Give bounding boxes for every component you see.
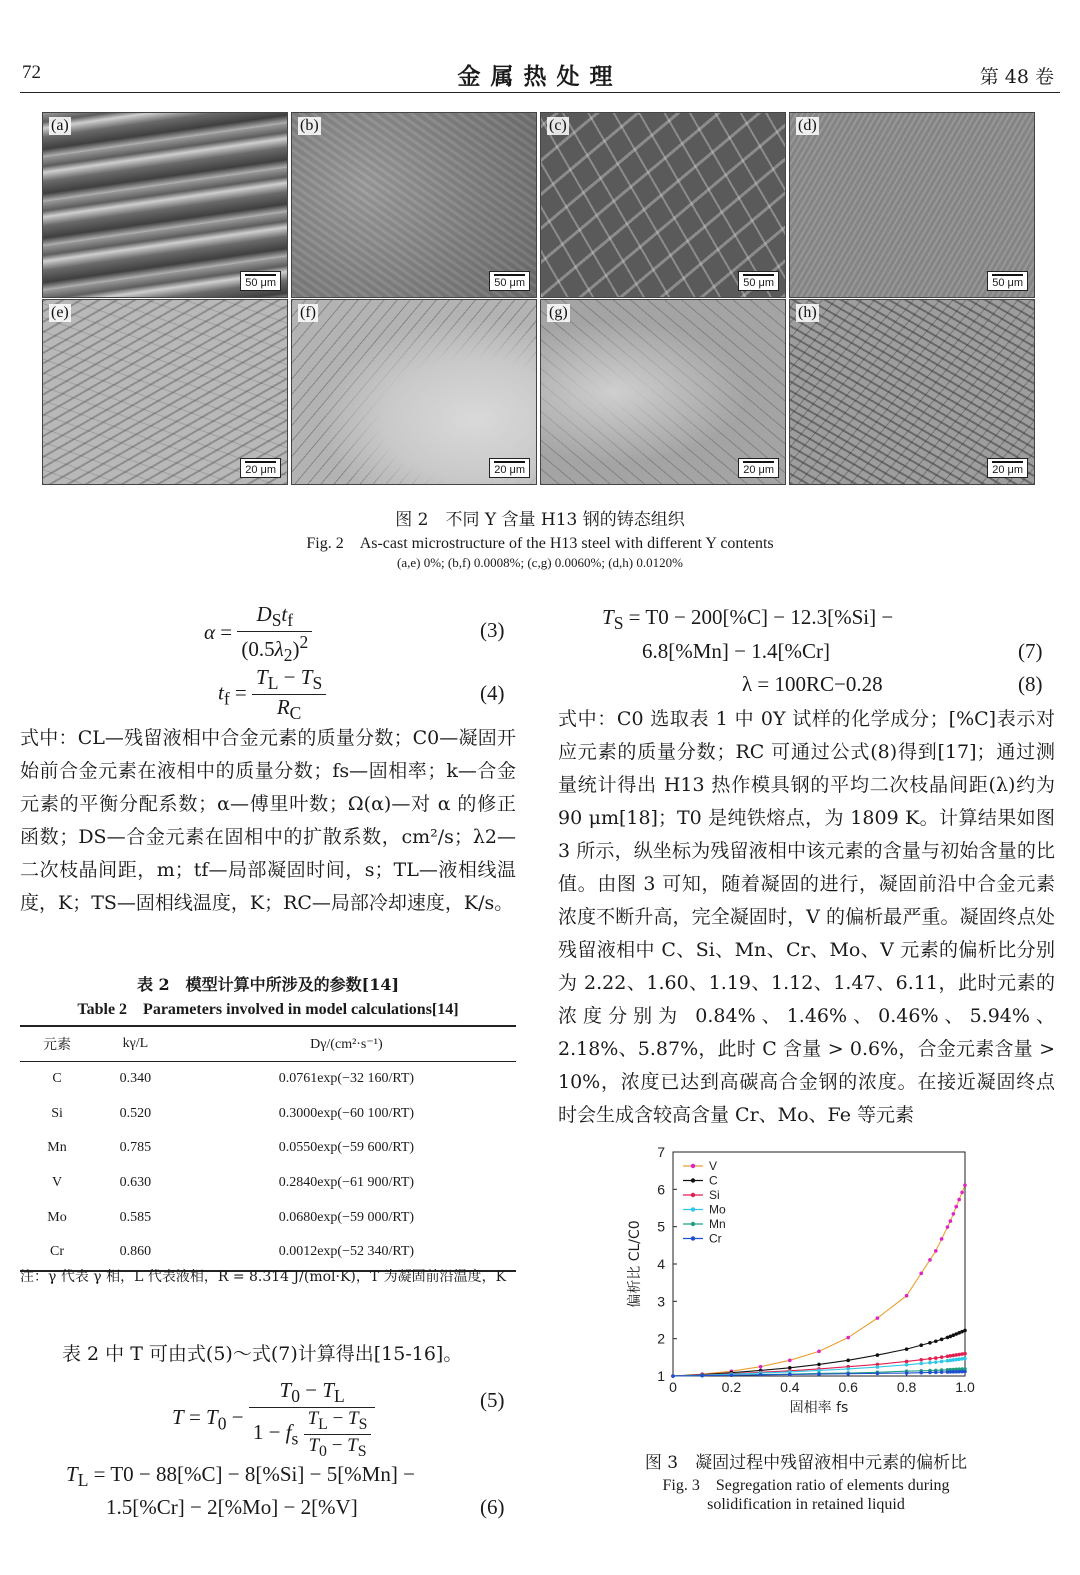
data-point-si <box>919 1358 923 1362</box>
table-cell: 0.340 <box>119 1071 152 1087</box>
table-cell: 0.3000exp(−60 100/RT) <box>278 1105 415 1121</box>
data-point-cr <box>788 1373 792 1377</box>
figure-2-caption-en: Fig. 2 As-cast microstructure of the H13 steel with different Y contents <box>306 535 774 552</box>
legend-label: Mo <box>709 1202 726 1217</box>
table-cell: 0.2840exp(−61 900/RT) <box>278 1175 415 1191</box>
data-point-c <box>928 1341 932 1345</box>
data-point-v <box>905 1294 909 1298</box>
data-point-mo <box>905 1363 909 1367</box>
legend-marker <box>691 1193 695 1197</box>
data-point-si <box>940 1355 944 1359</box>
equation-5-number: (5) <box>480 1388 505 1412</box>
data-point-mo <box>934 1360 938 1364</box>
figure-3-caption-en-2: solidification in retained liquid <box>707 1496 905 1513</box>
table-header: kγ/L <box>94 1026 177 1062</box>
equation-6-text-1: = T0 − 88[%C] − 8[%Si] − 5[%Mn] − <box>93 1462 415 1486</box>
data-point-v <box>960 1191 964 1195</box>
data-point-c <box>919 1343 923 1347</box>
data-point-si <box>963 1352 967 1356</box>
data-point-si <box>934 1356 938 1360</box>
data-point-cr <box>905 1371 909 1375</box>
table-2-title-en: Table 2 Parameters involved in model calculations[14] <box>77 1001 459 1018</box>
table-row <box>20 1097 516 1132</box>
legend-label: C <box>709 1173 718 1188</box>
data-point-cr <box>963 1370 967 1374</box>
equation-7-number: (7) <box>1018 639 1043 663</box>
x-axis-label: 固相率 fs <box>789 1400 849 1416</box>
micrograph-g <box>540 299 786 485</box>
equation-6-line-1: $T_L = T0 - 88[\%C] - 8[\%Si] - 5[\%Mn]$ − <box>66 1462 415 1491</box>
table-cell: 0.785 <box>119 1140 152 1156</box>
panel-label: (g) <box>549 304 568 321</box>
table-cell: 0.0012exp(−52 340/RT) <box>177 1235 516 1271</box>
data-point-c <box>846 1359 850 1363</box>
equation-4-number: (4) <box>480 681 505 705</box>
data-point-v <box>954 1205 958 1209</box>
scale-bar: 50 μm <box>489 271 530 291</box>
data-point-cr <box>817 1372 821 1376</box>
table-cell: 0.0550exp(−59 600/RT) <box>278 1140 415 1156</box>
data-point-c <box>876 1353 880 1357</box>
scale-bar: 50 μm <box>987 271 1028 291</box>
table-header: Dγ/(cm²·s⁻¹) <box>177 1026 516 1062</box>
data-point-v <box>817 1350 821 1354</box>
table-cell: 0.0761exp(−32 160/RT) <box>278 1071 415 1087</box>
equation-3-number: (3) <box>480 618 505 642</box>
x-tick-label: 0.2 <box>721 1379 742 1395</box>
micrograph-b <box>291 112 537 298</box>
y-tick-label: 4 <box>657 1256 665 1272</box>
legend-label: Si <box>709 1188 720 1202</box>
table-cell: 0.0680exp(−59 000/RT) <box>278 1209 415 1225</box>
table-2-title-cn: 表 2 模型计算中所涉及的参数[14] <box>136 975 400 994</box>
x-tick-label: 0.8 <box>896 1379 917 1395</box>
data-point-cr <box>934 1370 938 1374</box>
equation-7-line-2: 6.8[%Mn] − 1.4[%Cr] <box>642 639 830 663</box>
data-point-v <box>846 1336 850 1340</box>
page-number: 72 <box>22 62 41 83</box>
legend-marker <box>691 1178 695 1182</box>
data-point-c <box>963 1329 967 1333</box>
table-cell: Cr <box>20 1235 94 1271</box>
data-point-mo <box>940 1360 944 1364</box>
figure-3-caption-cn: 图 3 凝固过程中残留液相中元素的偏析比 <box>644 1453 968 1473</box>
data-point-c <box>940 1338 944 1342</box>
data-point-cr <box>759 1373 763 1377</box>
data-point-v <box>940 1237 944 1241</box>
data-point-cr <box>700 1374 704 1378</box>
equation-5: $T = T_0$ − $T_0 - T_L$ $1 - f_s$ $\frac{T_L - T_S}{T_0 - T_S}$ <box>172 1378 375 1461</box>
equation-7-text-1: = T0 − 200[%C] − 12.3[%Si] − <box>628 605 894 629</box>
figure-2-caption-sub: (a,e) 0%; (b,f) 0.0008%; (c,g) 0.0060%; (d,h) 0.0120% <box>397 555 683 570</box>
data-point-v <box>934 1249 938 1253</box>
volume-label: 第 48 卷 <box>979 66 1054 88</box>
panel-label: (d) <box>798 117 817 134</box>
panel-label: (h) <box>798 304 817 321</box>
equation-7-line-1: $T_S = T0 - 200[\%C] - 12.3[\%Si]$ − <box>602 605 894 634</box>
right-paragraph-1: 式中：C0 选取表 1 中 0Y 试样的化学成分；[%C]表示对应元素的质量分数；RC 可通过公式(8)得到[17]；通过测量统计得出 H13 热作模具钢的平均二次枝晶间距(λ)约为 90 μm[18]；T0 是纯铁熔点，为 1809 K。计算结果如图 3 所示，纵坐标为残留液相中该元素的含量与初始含量的比值。由图 3 可知，随着凝固的进行，凝固前沿中合金元素浓度不断升高，完全凝固时，V 的偏析最严重。凝固终点处残留液相中 C、Si、Mn、Cr、Mo、V 元素的偏析比分别为 2.22、1.60、1.19、1.12、1.47、6.11，此时元素的浓度分别为 0.84%、1.46%、0.46%、5.94%、2.18%、5.87%，此时 C 含量 > 0.6%，合金元素含量 > 10%，浓度已达到高碳高合金钢的浓度。在接近凝固终点时会生成含较高含量 Cr、Mo、Fe 等元素 <box>558 708 1055 1126</box>
y-tick-label: 3 <box>657 1293 665 1310</box>
panel-label: (e) <box>51 304 69 321</box>
data-point-cr <box>671 1374 675 1378</box>
scale-bar: 50 μm <box>240 271 281 291</box>
data-point-v <box>928 1258 932 1262</box>
data-point-c <box>817 1363 821 1367</box>
legend-marker <box>691 1222 695 1226</box>
table-cell: V <box>51 1175 63 1191</box>
figure-2-caption-cn: 图 2 不同 Y 含量 H13 钢的铸态组织 <box>395 510 685 530</box>
data-point-cr <box>846 1372 850 1376</box>
y-tick-label: 5 <box>657 1218 665 1235</box>
x-tick-label: 0.6 <box>838 1379 858 1395</box>
left-paragraph-2: 表 2 中 T 可由式(5)～式(7)计算得出[15-16]。 <box>62 1343 463 1365</box>
equation-8-number: (8) <box>1018 672 1043 696</box>
y-tick-label: 2 <box>657 1330 665 1347</box>
data-point-v <box>919 1272 923 1276</box>
table-row <box>20 1062 516 1097</box>
table-cell: 0.585 <box>119 1209 152 1225</box>
data-point-cr <box>940 1370 944 1374</box>
data-point-mo <box>876 1365 880 1369</box>
legend-label: V <box>709 1159 718 1173</box>
micrograph-e <box>42 299 288 485</box>
data-point-v <box>952 1212 956 1216</box>
y-tick-label: 6 <box>657 1181 665 1198</box>
legend-label: Cr <box>709 1231 722 1246</box>
figure-3-chart <box>600 1140 1020 1440</box>
micrograph-h <box>789 299 1035 485</box>
table-cell: 0.860 <box>94 1235 177 1271</box>
data-point-v <box>876 1316 880 1320</box>
micrograph-c <box>540 112 786 298</box>
y-tick-label: 1 <box>657 1368 665 1384</box>
data-point-mo <box>928 1361 932 1365</box>
equation-6-line-2: 1.5[%Cr] − 2[%Mo] − 2[%V] <box>106 1495 358 1519</box>
table-2-note: 注：γ 代表 γ 相，L 代表液相，R = 8.314 J/(mol·K)，T 为凝固前沿温度，K <box>20 1269 507 1285</box>
scale-bar: 20 μm <box>987 458 1028 478</box>
data-point-cr <box>730 1373 734 1377</box>
table-cell: 0.520 <box>119 1105 152 1121</box>
figure-3-caption-en-1: Fig. 3 Segregation ratio of elements during <box>662 1477 950 1494</box>
x-tick-label: 0.4 <box>780 1379 800 1395</box>
panel-label: (b) <box>300 117 319 134</box>
x-tick-label: 0 <box>669 1379 677 1395</box>
panel-label: (a) <box>51 117 69 134</box>
data-point-v <box>949 1219 953 1223</box>
panel-label: (f) <box>300 304 316 321</box>
table-row <box>20 1200 516 1235</box>
data-point-c <box>905 1347 909 1351</box>
micrograph-f <box>291 299 537 485</box>
left-paragraph-1: 式中：CL—残留液相中合金元素的质量分数；C0—凝固开始前合金元素在液相中的质量分数；fs—固相率；k—合金元素的平衡分配系数；α—傅里叶数；Ω(α)—对 α 的修正函数；DS—合金元素在固相中的扩散系数，cm²/s；λ2—二次枝晶间距，m；tf—局部凝固时间，s；TL—液相线温度，K；TS—固相线温度，K；RC—局部冷却速度，K/s。 <box>20 727 516 914</box>
data-point-cr <box>876 1372 880 1376</box>
data-point-v <box>963 1183 967 1187</box>
data-point-v <box>788 1359 792 1363</box>
data-point-v <box>759 1365 763 1369</box>
table-row <box>20 1131 516 1166</box>
table-header: 元素 <box>20 1026 94 1062</box>
panel-label: (c) <box>549 117 567 134</box>
y-axis-label: 偏析比 CL/C0 <box>627 1220 643 1308</box>
equation-3: α = $\frac{D_St_f}{(0.5\lambda_2)^2}$ <box>204 602 312 666</box>
data-point-si <box>928 1357 932 1361</box>
table-cell: Mo <box>47 1209 67 1225</box>
table-cell: C <box>52 1071 62 1087</box>
y-tick-label: 7 <box>657 1144 665 1160</box>
table-cell: Mn <box>47 1140 67 1156</box>
legend-label: Mn <box>709 1217 726 1231</box>
data-point-c <box>934 1339 938 1343</box>
data-point-mo <box>963 1357 967 1361</box>
journal-title: 金属热处理 <box>457 63 623 90</box>
table-header-row <box>20 1026 516 1062</box>
data-point-si <box>905 1360 909 1364</box>
scale-bar: 50 μm <box>738 271 779 291</box>
micrograph-d <box>789 112 1035 298</box>
legend-marker <box>691 1236 695 1240</box>
data-point-mo <box>919 1362 923 1366</box>
x-tick-label: 1.0 <box>955 1379 975 1395</box>
data-point-v <box>946 1225 950 1229</box>
data-point-cr <box>928 1371 932 1375</box>
table-cell: Si <box>51 1105 63 1121</box>
table-cell: 0.630 <box>119 1175 152 1191</box>
data-point-mo <box>846 1367 850 1371</box>
scale-bar: 20 μm <box>240 458 281 478</box>
legend-marker <box>691 1164 695 1168</box>
table-2 <box>20 1025 516 1272</box>
data-point-v <box>957 1198 961 1202</box>
scale-bar: 20 μm <box>738 458 779 478</box>
table-row <box>20 1166 516 1201</box>
data-point-cr <box>919 1371 923 1375</box>
micrograph-a <box>42 112 288 298</box>
equation-8: λ = 100RC−0.28 <box>742 672 883 696</box>
equation-4: $t_f$ = $\frac{T_L - T_S}{R_C}$ <box>218 665 326 724</box>
scale-bar: 20 μm <box>489 458 530 478</box>
legend-marker <box>691 1207 695 1211</box>
header-rule <box>20 92 1060 93</box>
equation-6-number: (6) <box>480 1495 505 1519</box>
